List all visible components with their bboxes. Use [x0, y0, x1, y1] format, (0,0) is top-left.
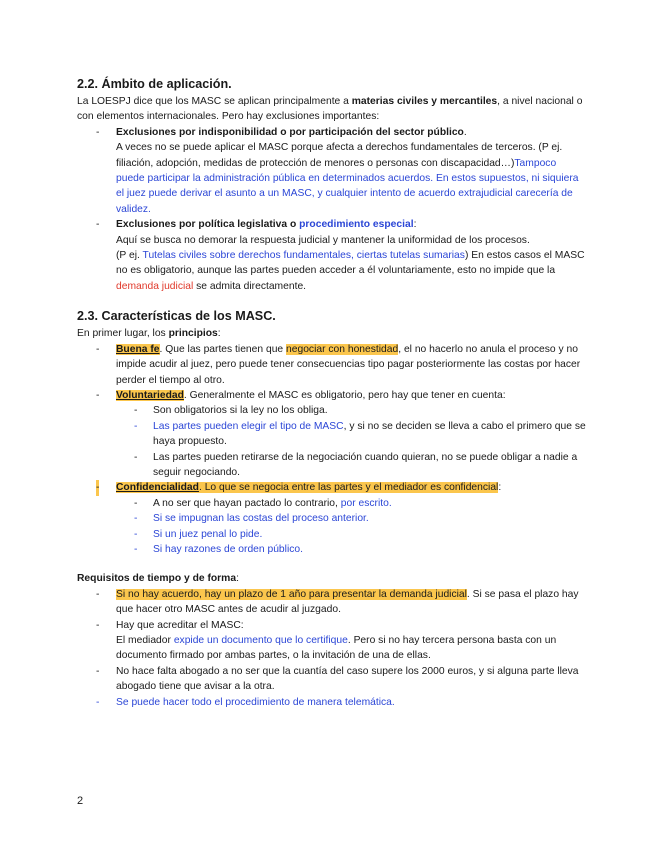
blue-note: Se puede hacer todo el procedimiento de manera telemática. [116, 696, 395, 708]
list-item-text: No hace falta abogado a no ser que la cuantía del caso supere los 2000 euros, y si alguna parte lleva abogado tiene que avisar a la otra. [116, 665, 579, 693]
punct: : [413, 219, 417, 231]
principle-term: Confidencialidad [116, 482, 199, 494]
bullet-dash: - [96, 696, 100, 708]
intro-text-end: , a nivel nacional o con elementos internacionales. Pero hay exclusiones importantes: [77, 96, 583, 123]
section-2-2-intro [77, 94, 587, 125]
highlight: negociar con honestidad [286, 343, 399, 355]
bullet-dash: - [134, 497, 138, 509]
list-item [77, 587, 587, 618]
list-item-text: . Generalmente el MASC es obligatorio, pero hay que tener en cuenta: [183, 389, 506, 401]
list-item-text: , el no hacerlo no anula el proceso y no impide acudir al juez, pero puede tener consecuencias tipo pagar posteriormente las costas por hacer perder el tiempo al otro. [116, 343, 581, 386]
list-item-heading: Exclusiones por política legislativa o [116, 219, 300, 231]
list-item [77, 480, 587, 557]
bullet-dash: - [96, 389, 100, 401]
list-item-text: . Que las partes tienen que [159, 343, 287, 355]
sub-item-text: , y si no se deciden se lleva a cabo el primero que se haya propuesto. [153, 420, 586, 448]
principle-term: Voluntariedad [116, 389, 184, 401]
red-term: demanda judicial [116, 280, 194, 292]
bullet-dash: - [134, 405, 138, 417]
sub-list-item [116, 403, 587, 418]
sub-list-item [116, 542, 587, 557]
list-item-text: . Pero si no hay tercera persona basta con un documento firmado por ambas partes, o la invitación de una de ellas. [116, 635, 557, 662]
section-2-3-title: 2.3. Características de los MASC. [77, 309, 276, 324]
blue-note: Las partes pueden elegir el tipo de MASC [153, 420, 344, 432]
requirements-heading: Requisitos de tiempo y de forma [77, 573, 237, 585]
bullet-dash: - [134, 420, 138, 432]
highlight: Si no hay acuerdo, hay un plazo de 1 año para presentar la demanda judicial [116, 588, 467, 600]
list-item [77, 664, 587, 695]
bullet-dash: - [134, 528, 138, 540]
sub-list-item [116, 511, 587, 526]
sub-item-text: A no ser que hayan pactado lo contrario, [153, 497, 341, 509]
punct: . [463, 126, 467, 138]
blue-note: Tampoco puede participar la administración pública en determinados acuerdos. En estos supuestos, ni siquiera el juez puede derivar el asunto a un MASC, y cualquier intento de acuerdo extrajudicial carecería de validez. [116, 157, 579, 215]
punct: : [498, 482, 502, 494]
page-number: 2 [77, 795, 84, 807]
section-2-3-intro [77, 326, 587, 341]
sub-list [116, 403, 587, 480]
document-body [77, 76, 587, 710]
blue-note: expide un documento que lo certifique [173, 635, 348, 646]
list-item [77, 217, 587, 294]
principle-term: Buena fe [116, 343, 160, 355]
bullet-dash: - [96, 480, 99, 495]
requirements-list [77, 587, 587, 710]
bullet-dash: - [134, 513, 138, 525]
sub-item-text: Las partes pueden retirarse de la negociación cuando quieran, no se puede obligar a nadie a seguir negociando. [153, 451, 578, 478]
requirements-title [77, 571, 587, 586]
sub-list-item [116, 496, 587, 511]
sub-item-text: Son obligatorios si la ley no los obliga. [153, 405, 328, 417]
section-2-2-title: 2.2. Ámbito de aplicación. [77, 77, 232, 91]
list-item [77, 618, 587, 664]
bullet-dash: - [96, 665, 100, 677]
punct: : [236, 573, 239, 585]
list-item-text: . Si se pasa el plazo hay que hacer otro MASC antes de acudir al juzgado. [116, 588, 579, 616]
list-item-text: (P ej. [116, 250, 143, 262]
bullet-dash: - [96, 619, 100, 631]
list-item-heading: Exclusiones por indisponibilidad o por participación del sector público [116, 126, 464, 138]
blue-note: Si se impugnan las costas del proceso anterior. [153, 513, 369, 525]
list-item [77, 342, 587, 388]
list-item [77, 388, 587, 480]
sub-list-item [116, 419, 587, 450]
list-item-text: A veces no se puede aplicar el MASC porque afecta a derechos fundamentales de terceros. (P ej. filiación, adopción, medidas de protección de menores o personas con discapacidad…) [116, 142, 563, 169]
punct: : [217, 328, 221, 340]
intro-bold: materias civiles y mercantiles [351, 96, 498, 107]
bullet-dash: - [96, 126, 100, 138]
intro-text: La LOESPJ dice que los MASC se aplican principalmente a [77, 96, 352, 107]
intro-text: En primer lugar, los [77, 328, 169, 340]
list-item-text: ) En estos casos el MASC no es obligatorio, aunque las partes pueden acceder a él voluntariamente, esto no impide que la [116, 250, 585, 277]
highlight: . Lo que se negocia entre las partes y el mediador es confidencial [198, 482, 499, 494]
sub-list [116, 496, 587, 558]
sub-list-item [116, 527, 587, 542]
bullet-dash: - [134, 543, 138, 555]
bullet-dash: - [96, 219, 100, 231]
list-item-text: Hay que acreditar el MASC: [116, 619, 244, 631]
bullet-dash: - [96, 343, 100, 355]
bullet-dash: - [96, 588, 100, 600]
list-item-text: El mediador [116, 635, 174, 646]
blue-note: por escrito. [340, 497, 392, 509]
list-item-text: Aquí se busca no demorar la respuesta judicial y mantener la uniformidad de los procesos. [116, 234, 530, 246]
sub-list-item [116, 450, 587, 481]
blue-note: Si hay razones de orden público. [153, 543, 303, 555]
list-item-text: se admita directamente. [193, 280, 307, 292]
bullet-dash: - [134, 451, 138, 463]
blue-term: procedimiento especial [299, 219, 414, 231]
list-item [77, 125, 587, 217]
blue-note: Tutelas civiles sobre derechos fundamentales, ciertas tutelas sumarias [142, 250, 465, 262]
exclusions-list [77, 125, 587, 294]
intro-bold: principios [168, 328, 218, 340]
list-item [77, 695, 587, 710]
principles-list [77, 342, 587, 558]
blue-note: Si un juez penal lo pide. [153, 528, 263, 540]
